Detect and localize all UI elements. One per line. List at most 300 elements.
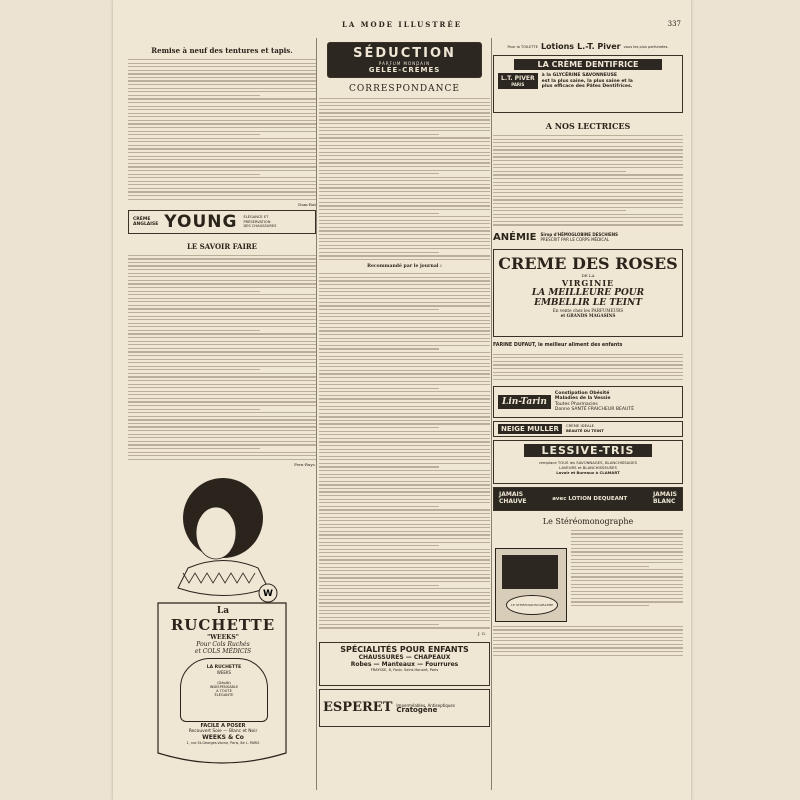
text-line xyxy=(128,423,316,424)
text-line xyxy=(319,441,490,442)
column-middle xyxy=(319,38,490,730)
text-line xyxy=(128,163,316,164)
text-line xyxy=(319,288,490,289)
text-line xyxy=(493,221,683,222)
lotions-name: Lotions xyxy=(540,42,575,51)
text-line xyxy=(319,370,490,371)
text-line xyxy=(571,587,683,588)
text-line xyxy=(319,137,490,138)
text-line xyxy=(128,184,316,185)
lotion2-mid: avec LOTION DEQUEANT xyxy=(552,495,628,502)
text-line xyxy=(319,538,490,539)
text-line xyxy=(319,330,490,331)
text-line xyxy=(128,459,316,460)
text-line xyxy=(128,59,316,60)
text-line xyxy=(319,527,490,528)
text-line xyxy=(319,513,490,514)
lectrices-body xyxy=(493,135,683,226)
neige-line: CRÈME IDÉALE xyxy=(565,423,595,429)
text-line xyxy=(319,273,490,274)
journal-title: LA MODE ILLUSTRÉE xyxy=(341,20,463,29)
ad-creme-dentifrice xyxy=(493,55,683,113)
text-line xyxy=(319,305,490,306)
text-line xyxy=(128,148,316,149)
text-line xyxy=(319,463,490,464)
text-line xyxy=(319,295,490,296)
ruchette-sub: Pour Cols Ruchés xyxy=(196,640,250,648)
text-line xyxy=(319,148,490,149)
text-line xyxy=(493,217,683,218)
text-line xyxy=(319,488,490,489)
text-line xyxy=(319,102,490,103)
text-line xyxy=(319,416,490,417)
text-line xyxy=(319,309,439,310)
text-line xyxy=(493,372,683,373)
text-line xyxy=(319,577,490,578)
text-line xyxy=(319,323,490,324)
text-line xyxy=(319,230,490,231)
young-anglaise: ANGLAISE xyxy=(133,221,159,227)
text-line xyxy=(319,195,490,196)
text-line xyxy=(571,541,683,542)
text-line xyxy=(319,248,490,249)
text-line xyxy=(319,109,490,110)
lintarin-line: Maladies de la Vessie xyxy=(554,396,611,402)
text-line xyxy=(571,601,683,602)
ad-lessive-tris xyxy=(493,440,683,484)
text-line xyxy=(128,188,316,189)
text-line xyxy=(128,444,316,445)
text-line xyxy=(493,182,683,183)
magazine-page xyxy=(113,0,691,800)
text-line xyxy=(571,562,683,563)
text-line xyxy=(128,113,316,114)
section-title-stereomonographe: Le Stéréomonographe xyxy=(542,516,634,526)
text-line xyxy=(319,198,490,199)
box-label: LA RUCHETTE xyxy=(206,664,242,670)
text-line xyxy=(128,437,316,438)
text-line xyxy=(319,166,490,167)
text-line xyxy=(128,73,316,74)
text-line xyxy=(319,388,439,389)
text-line xyxy=(128,191,316,192)
specialites-line: SPÉCIALITÉS POUR ENFANTS xyxy=(340,644,469,654)
ruchette-recouvert: Recouvert Soie — Blanc et Noir xyxy=(188,728,258,734)
ad-esperet xyxy=(319,689,490,727)
text-line xyxy=(493,192,683,193)
text-line xyxy=(493,633,683,634)
ad-ruchette xyxy=(128,473,316,773)
text-line xyxy=(319,241,490,242)
text-line xyxy=(128,134,260,135)
text-line xyxy=(128,102,316,103)
text-line xyxy=(128,387,316,388)
text-line xyxy=(493,185,683,186)
ruchette-sub: et COLS MÉDICIS xyxy=(194,647,252,655)
text-line xyxy=(493,196,683,197)
text-line xyxy=(128,373,316,374)
text-line xyxy=(319,624,439,625)
text-line xyxy=(319,234,490,235)
ruchette-facile: FACILE A POSER xyxy=(200,722,246,729)
text-line xyxy=(128,88,316,89)
text-line xyxy=(128,419,316,420)
box-weeks: WEEKS xyxy=(216,669,232,675)
text-line xyxy=(319,141,490,142)
text-line xyxy=(128,348,316,349)
anemie-text: Sirop d'HÉMOGLOBINE DESCHIENS xyxy=(540,232,618,238)
roses-line: DE LA xyxy=(581,272,595,278)
text-line xyxy=(128,174,260,175)
lintarin-line: Donne SANTÉ FRAICHEUR BEAUTÉ xyxy=(554,407,635,413)
text-line xyxy=(128,384,316,385)
column-rule xyxy=(316,38,317,790)
lessive-name: LESSIVE-TRIS xyxy=(524,444,652,457)
anemie-name: ANÉMIE xyxy=(493,231,537,243)
dentifrice-city: PARIS xyxy=(511,82,525,88)
neige-line: BEAUTÉ DU TEINT xyxy=(565,427,604,433)
text-line xyxy=(128,166,316,167)
text-line xyxy=(128,70,316,71)
text-line xyxy=(319,509,490,510)
text-line xyxy=(319,506,439,507)
text-line xyxy=(319,359,490,360)
text-line xyxy=(493,357,683,358)
section-title-correspondance: CORRESPONDANCE xyxy=(349,84,460,94)
text-line xyxy=(128,441,316,442)
text-line xyxy=(493,361,683,362)
text-line xyxy=(319,409,490,410)
correspondance-signature: J. G. xyxy=(477,630,486,636)
text-line xyxy=(493,174,683,175)
text-line xyxy=(128,380,316,381)
text-line xyxy=(319,352,490,353)
text-line xyxy=(128,312,316,313)
text-line xyxy=(319,277,490,278)
text-line xyxy=(128,416,316,417)
dentifrice-line: est la plus saine, la plus saine et la xyxy=(541,78,633,84)
text-line xyxy=(571,530,683,531)
dentifrice-line: à la GLYCÉRINE SAVONNEUSE xyxy=(541,73,618,78)
text-line xyxy=(128,426,316,427)
text-line xyxy=(319,434,490,435)
text-line xyxy=(319,291,490,292)
text-line xyxy=(319,502,490,503)
svg-text:W: W xyxy=(263,588,273,599)
text-line xyxy=(319,341,490,342)
face-shape xyxy=(196,507,236,559)
lintarin-name: Lin-Tarin xyxy=(498,395,551,409)
text-line xyxy=(319,517,490,518)
young-line: ÉLÉGANCE ET xyxy=(243,215,269,220)
device-label: LE STÉRÉOMONOGRAPHE xyxy=(506,595,558,615)
young-line: PRÉSERVATION xyxy=(243,219,271,224)
lotions-suffix: vous les plus parfumées. xyxy=(623,44,669,49)
text-line xyxy=(128,452,316,453)
text-line xyxy=(493,354,683,355)
roses-line: LA MEILLEURE POUR xyxy=(531,287,645,298)
text-line xyxy=(128,333,316,334)
text-line xyxy=(319,98,490,99)
text-line xyxy=(319,345,490,346)
text-line xyxy=(128,120,316,121)
text-line xyxy=(128,95,260,96)
text-line xyxy=(493,189,683,190)
text-line xyxy=(571,533,683,534)
text-line xyxy=(128,123,316,124)
text-line xyxy=(319,112,490,113)
text-line xyxy=(128,159,316,160)
text-line xyxy=(319,216,490,217)
text-line xyxy=(128,181,316,182)
text-line xyxy=(319,627,490,628)
text-line xyxy=(128,156,316,157)
lessive-line: remplace TOUS les SAVONNAGES, BLANCHISSAGES xyxy=(539,459,637,465)
text-line xyxy=(319,413,490,414)
text-line xyxy=(128,316,316,317)
text-line xyxy=(571,598,683,599)
text-line xyxy=(493,640,683,641)
lotions-pour: Pour la TOILETTE xyxy=(507,44,538,49)
text-line xyxy=(319,227,490,228)
text-line xyxy=(493,224,683,225)
text-line xyxy=(319,105,490,106)
seduction-name: SÉDUCTION xyxy=(353,46,456,61)
roses-line: EMBELLIR LE TEINT xyxy=(534,297,642,308)
text-line xyxy=(128,195,316,196)
lotions-brand: L.-T. Piver xyxy=(577,42,621,51)
text-line xyxy=(128,283,316,284)
text-line xyxy=(128,287,316,288)
article-body-tentures xyxy=(128,59,316,200)
lintarin-line: Constipation Obésité xyxy=(554,391,610,397)
text-line xyxy=(128,323,316,324)
ad-lotion-dequeant xyxy=(493,487,683,511)
text-line xyxy=(128,262,316,263)
ad-young xyxy=(128,210,316,234)
text-line xyxy=(128,98,316,99)
ruchette-brand: RUCHETTE xyxy=(170,615,276,634)
text-line xyxy=(319,170,490,171)
text-line xyxy=(571,559,683,560)
text-line xyxy=(493,199,683,200)
text-line xyxy=(319,552,490,553)
text-line xyxy=(319,220,490,221)
text-line xyxy=(128,63,316,64)
text-line xyxy=(319,585,439,586)
text-line xyxy=(319,495,490,496)
text-line xyxy=(319,348,439,349)
text-line xyxy=(571,569,683,570)
text-line xyxy=(319,595,490,596)
lessive-line: LAVEURS et BLANCHISSEUSES xyxy=(559,464,617,470)
text-line xyxy=(319,531,490,532)
ad-anemie xyxy=(493,232,683,243)
text-line xyxy=(319,327,490,328)
text-line xyxy=(319,427,439,428)
text-line xyxy=(319,280,490,281)
text-line xyxy=(319,173,439,174)
esperet-product: Cratogène xyxy=(396,705,438,714)
text-line xyxy=(319,366,490,367)
text-line xyxy=(319,602,490,603)
text-line xyxy=(319,545,439,546)
recommended-heading: Recommandé par le journal : xyxy=(367,264,442,270)
text-line xyxy=(571,566,649,567)
text-line xyxy=(319,470,490,471)
text-line xyxy=(128,305,316,306)
text-line xyxy=(493,644,683,645)
lintarin-line: Toutes Pharmacies xyxy=(554,401,598,407)
text-line xyxy=(571,576,683,577)
text-line xyxy=(493,207,683,208)
text-line xyxy=(319,474,490,475)
text-line xyxy=(493,655,683,656)
young-brand: YOUNG xyxy=(164,211,238,232)
specialites-line: Robes — Manteaux — Fourrures xyxy=(350,660,459,668)
text-line xyxy=(319,391,490,392)
text-line xyxy=(319,549,490,550)
text-line xyxy=(319,245,490,246)
recommended-body xyxy=(319,273,490,628)
text-line xyxy=(128,170,316,171)
text-line xyxy=(128,301,316,302)
text-line xyxy=(319,466,439,467)
text-line xyxy=(128,258,316,259)
section-title-lectrices: A NOS LECTRICES xyxy=(545,121,631,131)
correspondance-body xyxy=(319,98,490,260)
roses-line: et GRANDS MAGASINS xyxy=(560,312,616,318)
text-line xyxy=(493,153,683,154)
seduction-sub: PARFUM MONDAIN xyxy=(378,61,431,66)
text-line xyxy=(128,138,316,139)
text-line xyxy=(319,180,490,181)
text-line xyxy=(319,459,490,460)
text-line xyxy=(128,273,316,274)
text-line xyxy=(319,610,490,611)
text-line xyxy=(128,80,316,81)
text-line xyxy=(128,77,316,78)
ad-seduction xyxy=(327,42,482,78)
text-line xyxy=(319,423,490,424)
text-line xyxy=(128,344,316,345)
text-line xyxy=(319,202,490,203)
text-line xyxy=(319,162,490,163)
text-line xyxy=(128,401,316,402)
text-line xyxy=(128,298,316,299)
ruchette-maker: WEEKS & Co xyxy=(202,733,244,741)
text-line xyxy=(319,484,490,485)
text-line xyxy=(493,210,626,211)
text-line xyxy=(319,152,490,153)
text-line xyxy=(571,551,683,552)
lotion2-word: CHAUVE xyxy=(499,497,527,505)
young-line: DES CHAUSSURES xyxy=(243,223,277,228)
text-line xyxy=(128,106,316,107)
text-line xyxy=(493,651,683,652)
esperet-text: Imperméables, Antiseptiques xyxy=(396,702,455,708)
text-line xyxy=(319,574,490,575)
text-line xyxy=(128,434,316,435)
text-line xyxy=(128,269,316,270)
text-line xyxy=(319,123,490,124)
ad-lin-tarin xyxy=(493,386,683,418)
text-line xyxy=(128,127,316,128)
text-line xyxy=(319,477,490,478)
text-line xyxy=(319,127,490,128)
text-line xyxy=(571,580,683,581)
text-line xyxy=(493,146,683,147)
article-signature: Dam-Rat xyxy=(298,201,316,207)
text-line xyxy=(128,294,316,295)
text-line xyxy=(319,588,490,589)
lotion2-word: JAMAIS xyxy=(652,491,677,499)
text-line xyxy=(571,537,683,538)
text-line xyxy=(319,213,439,214)
text-line xyxy=(128,369,260,370)
text-line xyxy=(493,637,683,638)
text-line xyxy=(493,364,683,365)
text-line xyxy=(128,131,316,132)
article-title-savoir-faire: LE SAVOIR FAIRE xyxy=(186,241,258,251)
text-line xyxy=(128,351,316,352)
text-line xyxy=(128,362,316,363)
dentifrice-line: plus efficace des Pâtes Dentifrices. xyxy=(541,84,633,90)
text-line xyxy=(493,368,683,369)
ruchette-weeks: "WEEKS" xyxy=(207,633,239,641)
text-line xyxy=(128,376,316,377)
text-line xyxy=(128,355,316,356)
text-line xyxy=(128,430,316,431)
text-line xyxy=(319,116,490,117)
text-line xyxy=(319,191,490,192)
text-line xyxy=(319,384,490,385)
text-line xyxy=(493,156,683,157)
text-line xyxy=(319,255,490,256)
text-line xyxy=(128,412,316,413)
ruchette-la: La xyxy=(216,605,230,616)
text-line xyxy=(493,164,683,165)
text-line xyxy=(571,573,683,574)
text-line xyxy=(319,356,490,357)
lotion2-word: BLANC xyxy=(652,497,676,505)
text-line xyxy=(319,155,490,156)
specialites-line: CHAUSSURES — CHAPEAUX xyxy=(358,653,451,661)
text-line xyxy=(319,223,490,224)
text-line xyxy=(319,452,490,453)
text-line xyxy=(319,184,490,185)
text-line xyxy=(128,255,316,256)
article-title-tentures: Remise à neuf des tentures et tapis. xyxy=(151,46,293,55)
text-line xyxy=(128,337,316,338)
dentifrice-brand: L.T. PIVER xyxy=(501,75,535,83)
text-line xyxy=(493,142,683,143)
text-line xyxy=(128,141,316,142)
esperet-name: ESPERET xyxy=(323,700,393,716)
text-line xyxy=(319,606,490,607)
text-line xyxy=(319,177,490,178)
text-line xyxy=(319,420,490,421)
text-line xyxy=(128,84,316,85)
text-line xyxy=(128,359,316,360)
text-line xyxy=(128,109,316,110)
ruff-collar xyxy=(178,560,268,595)
ruchette-address: 1, rue St-Georges-Vanne, Paris, 8e L. PARIS xyxy=(186,740,260,745)
specialites-address: FRAYSSE, 8, Faub. Saint-Honoré, Paris xyxy=(370,667,439,672)
seduction-sub: GELÉE-CRÈMES xyxy=(368,66,441,74)
young-creme: CRÈME xyxy=(133,216,151,222)
text-line xyxy=(319,363,490,364)
